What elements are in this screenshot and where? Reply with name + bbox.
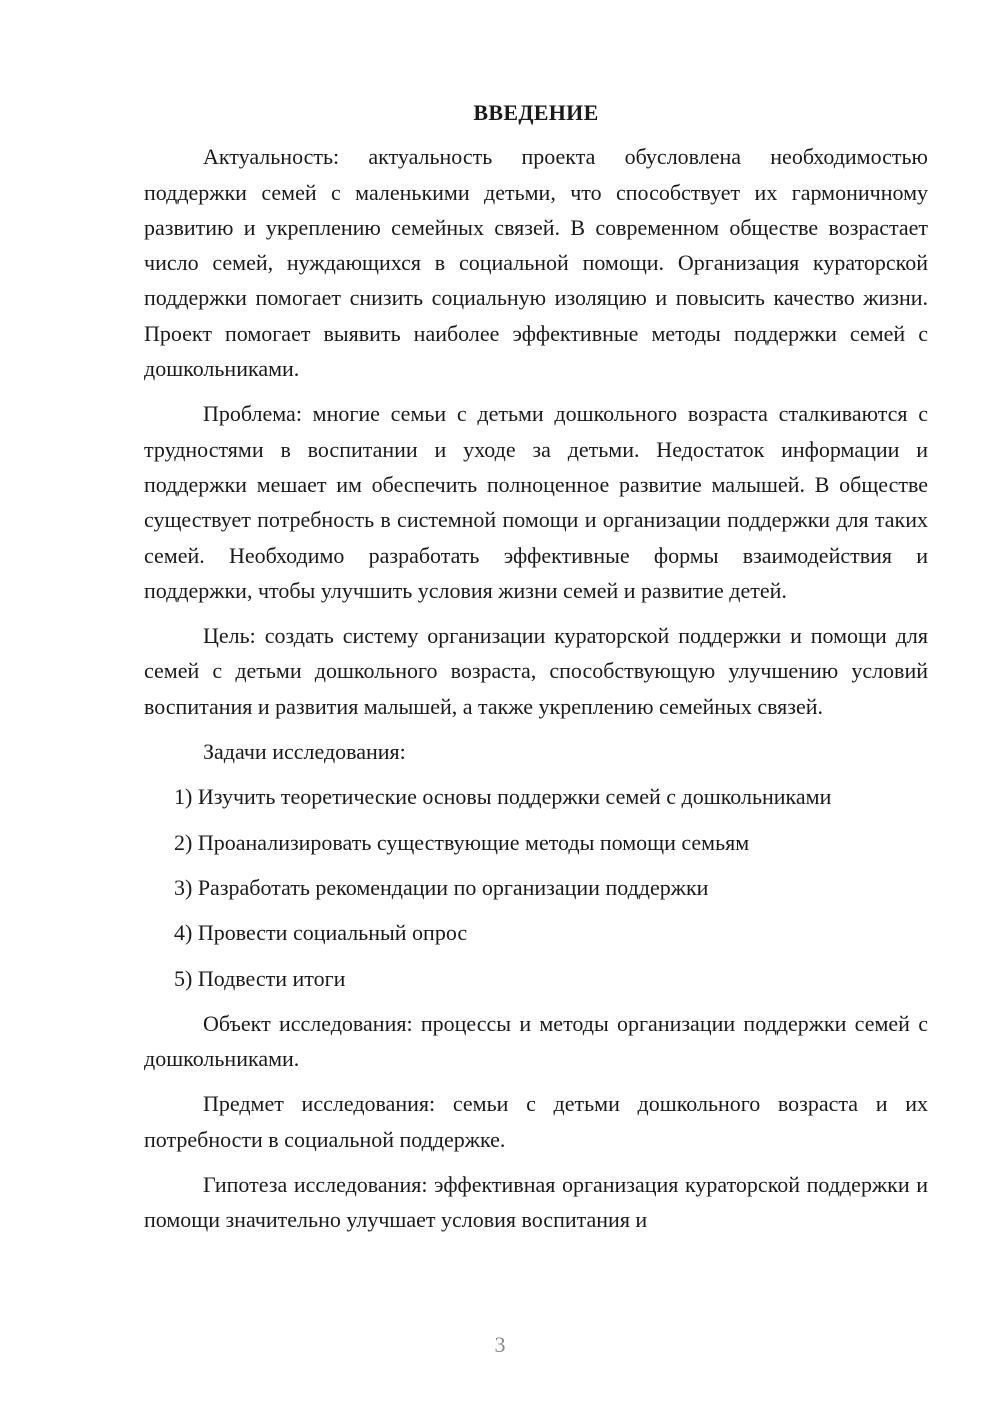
- page-content: [144, 95, 928, 1248]
- page-number: 3: [494, 1332, 506, 1357]
- tasks-heading: Задачи исследования:: [203, 739, 406, 765]
- paragraph-object: Объект исследования: процессы и методы организации поддержки семей с дошкольниками.: [144, 1010, 928, 1072]
- paragraph-hypothesis: Гипотеза исследования: эффективная организация кураторской поддержки и помощи значительно улучшает условия воспитания и: [144, 1172, 928, 1233]
- tasks-list: [144, 779, 928, 995]
- task-item: 2) Проанализировать существующие методы помощи семьям: [174, 829, 750, 855]
- paragraph-relevance: Актуальность: актуальность проекта обусловлена необходимостью поддержки семей с маленькими детьми, что способствует их гармоничному развитию и укреплению семейных связей. В современном обществе возрастает число семей, нуждающихся в социальной помощи. Организация кураторской поддержки помогает снизить социальную изоляцию и повысить качество жизни. Проект помогает выявить наиболее эффективные методы поддержки семей с дошкольниками.: [144, 144, 928, 382]
- section-title: ВВЕДЕНИЕ: [473, 100, 599, 125]
- task-item: 4) Провести социальный опрос: [174, 920, 468, 946]
- paragraph-subject: Предмет исследования: семьи с детьми дошкольного возраста и их потребности в социальной поддержке.: [144, 1091, 928, 1152]
- task-item: 3) Разработать рекомендации по организации поддержки: [174, 874, 709, 900]
- paragraph-goal: Цель: создать систему организации кураторской поддержки и помощи для семей с детьми дошкольного возраста, способствующую улучшению условий воспитания и развития малышей, а также укреплению семейных связей.: [144, 623, 928, 719]
- task-item: 5) Подвести итоги: [174, 965, 346, 991]
- paragraph-problem: Проблема: многие семьи с детьми дошкольного возраста сталкиваются с трудностями в воспитании и уходе за детьми. Недостаток информации и поддержки мешает им обеспечить полноценное развитие малышей. В обществе существует потребность в системной помощи и организации поддержки для таких семей. Необходимо разработать эффективные формы взаимодействия и поддержки, чтобы улучшить условия жизни семей и развитие детей.: [144, 401, 928, 603]
- task-item: 1) Изучить теоретические основы поддержки семей с дошкольниками: [174, 784, 832, 810]
